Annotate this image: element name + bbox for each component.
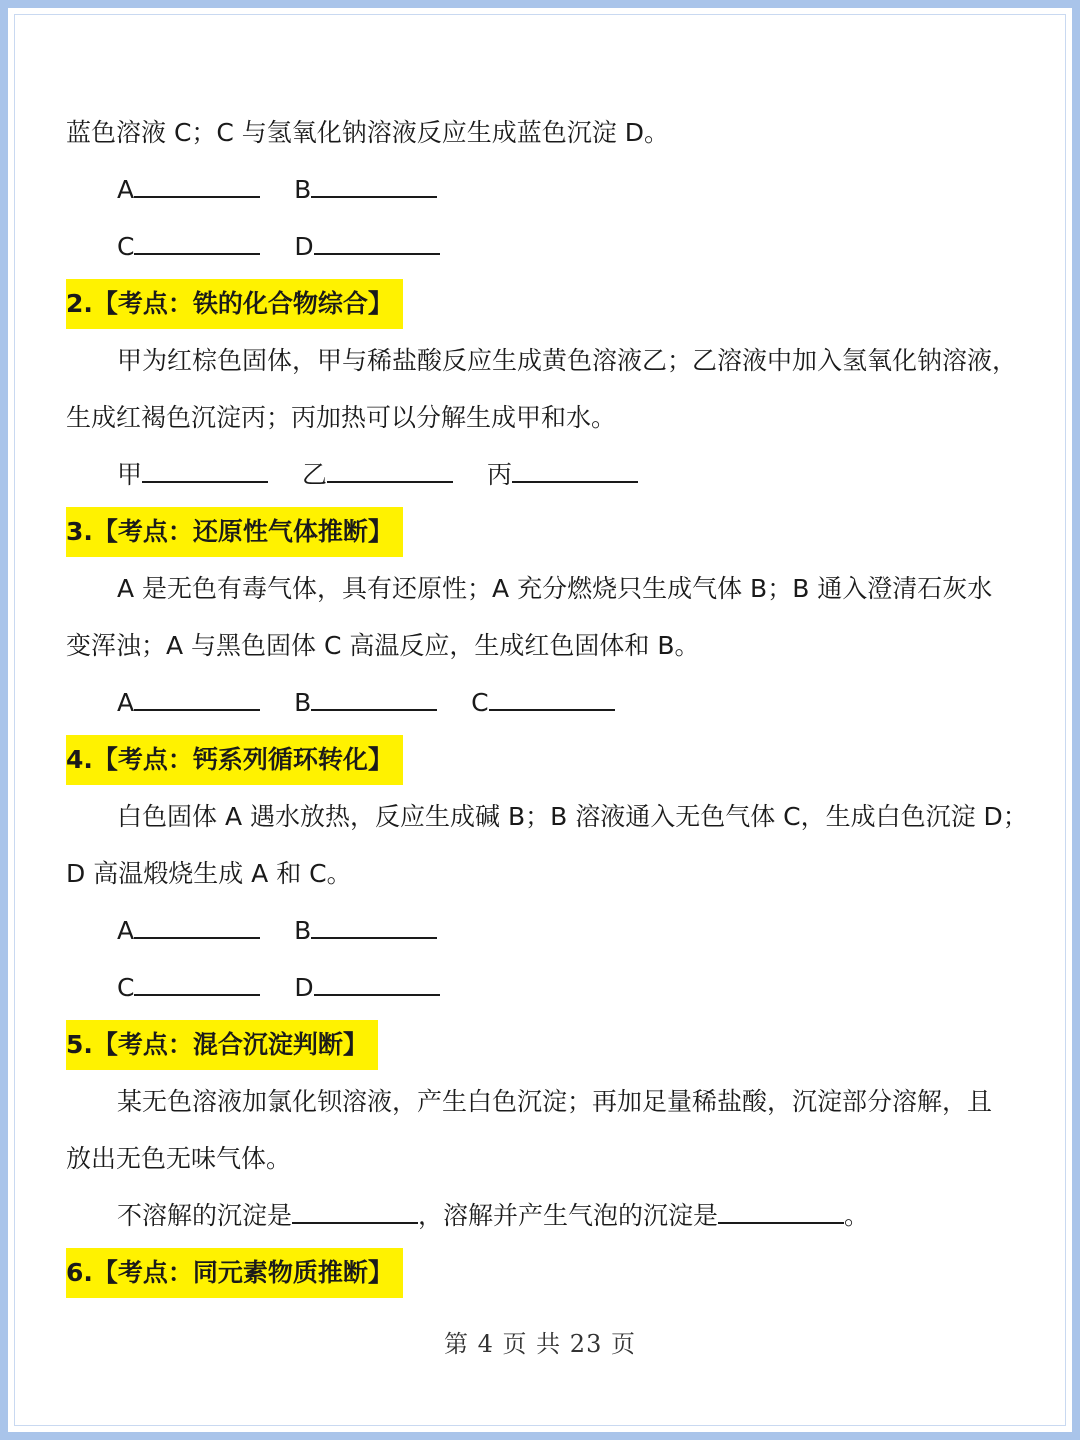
q4-answer-row-1 [66,902,1026,959]
answer-blank[interactable] [134,235,260,255]
q1-answer-row-2 [66,218,1026,275]
answer-label: C [117,232,135,261]
answer-blank[interactable] [311,691,437,711]
answer-blank[interactable] [134,976,260,996]
q4-heading-row [66,731,1026,788]
answer-blank[interactable] [134,919,260,939]
page-number: 第 4 页 共 23 页 [444,1330,636,1358]
fill-text: 不溶解的沉淀是 [117,1201,293,1230]
answer-blank[interactable] [314,235,440,255]
q3-answer-row [66,674,1026,731]
answer-label: D [294,232,314,261]
fill-text: ，溶解并产生气泡的沉淀是 [418,1201,719,1230]
answer-label: 丙 [486,460,512,489]
q3-text-2: 变浑浊；A 与黑色固体 C 高温反应，生成红色固体和 B。 [66,631,700,660]
q2-heading: 2.【考点：铁的化合物综合】 [66,279,403,329]
q3-heading: 3.【考点：还原性气体推断】 [66,507,403,557]
answer-blank[interactable] [718,1204,844,1224]
answer-label: 甲 [117,460,143,489]
q3-heading-row [66,503,1026,560]
answer-label: C [117,973,135,1002]
q2-heading-row [66,275,1026,332]
answer-label: B [294,916,312,945]
q5-text-2: 放出无色无味气体。 [66,1144,292,1173]
q3-text-1: A 是无色有毒气体，具有还原性；A 充分燃烧只生成气体 B；B 通入澄清石灰水 [117,574,993,603]
q5-heading: 5.【考点：混合沉淀判断】 [66,1020,378,1070]
answer-blank[interactable] [512,463,638,483]
answer-blank[interactable] [489,691,615,711]
q5-fill-row [66,1187,1026,1244]
answer-blank[interactable] [134,178,260,198]
answer-label: C [471,688,489,717]
q6-heading: 6.【考点：同元素物质推断】 [66,1248,403,1298]
q4-text-1: 白色固体 A 遇水放热，反应生成碱 B；B 溶液通入无色气体 C，生成白色沉淀 D； [117,802,1028,831]
q6-heading-row [66,1244,1026,1301]
answer-blank[interactable] [292,1204,418,1224]
q1-answer-row-1 [66,161,1026,218]
answer-label: A [117,175,135,204]
fill-end: 。 [844,1201,870,1230]
answer-label: A [117,916,135,945]
q5-heading-row [66,1016,1026,1073]
answer-label: D [294,973,314,1002]
q4-text-2: D 高温煅烧生成 A 和 C。 [66,859,352,888]
answer-blank[interactable] [311,178,437,198]
q5-text-1: 某无色溶液加氯化钡溶液，产生白色沉淀；再加足量稀盐酸，沉淀部分溶解，且 [117,1087,993,1116]
answer-blank[interactable] [311,919,437,939]
q4-heading: 4.【考点：钙系列循环转化】 [66,735,403,785]
q4-answer-row-2 [66,959,1026,1016]
answer-blank[interactable] [142,463,268,483]
q2-text-2: 生成红褐色沉淀丙；丙加热可以分解生成甲和水。 [66,403,617,432]
answer-blank[interactable] [134,691,260,711]
answer-blank[interactable] [314,976,440,996]
q2-text-1: 甲为红棕色固体，甲与稀盐酸反应生成黄色溶液乙；乙溶液中加入氢氧化钠溶液， [117,346,1018,375]
answer-label: B [294,688,312,717]
intro-line: 蓝色溶液 C；C 与氢氧化钠溶液反应生成蓝色沉淀 D。 [66,118,670,147]
answer-label: 乙 [301,460,327,489]
worksheet-content [66,104,1026,1301]
answer-label: B [294,175,312,204]
answer-blank[interactable] [327,463,453,483]
q2-answer-row [66,446,1026,503]
answer-label: A [117,688,135,717]
